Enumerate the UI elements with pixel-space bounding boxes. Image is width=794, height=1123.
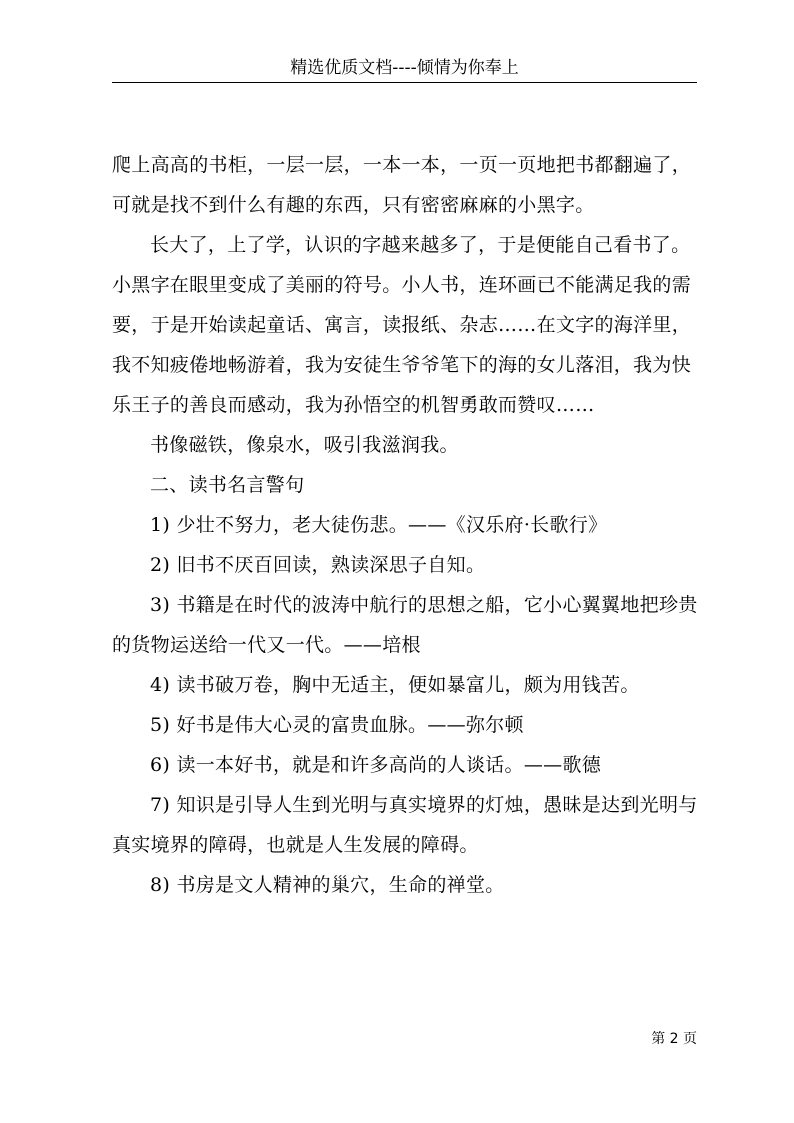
quote-item: 2) 旧书不厌百回读，熟读深思子自知。 — [150, 554, 486, 576]
quote-item: 8) 书房是文人精神的巢穴，生命的禅堂。 — [150, 874, 505, 896]
document-header: 精选优质文档----倾情为你奉上 — [112, 56, 697, 83]
paragraph: 书像磁铁，像泉水，吸引我滋润我。 — [150, 434, 459, 456]
quote-item: 3) 书籍是在时代的波涛中航行的思想之船，它小心翼翼地把珍贵的货物运送给一代又一代。——培根 — [112, 594, 698, 656]
quote-item: 7) 知识是引导人生到光明与真实境界的灯烛，愚昧是达到光明与真实境界的障碍，也就是人生发展的障碍。 — [112, 794, 698, 856]
quote-item: 5) 好书是伟大心灵的富贵血脉。——弥尔顿 — [150, 714, 524, 736]
section-heading: 二、读书名言警句 — [150, 474, 305, 496]
paragraph: 爬上高高的书柜，一层一层，一本一本，一页一页地把书都翻遍了，可就是找不到什么有趣的东西，只有密密麻麻的小黑字。 — [112, 154, 692, 216]
quote-item: 4) 读书破万卷，胸中无适主，便如暴富儿，颇为用钱苦。 — [150, 674, 640, 696]
document-body — [112, 145, 702, 905]
page-number: 第 2 页 — [651, 1031, 697, 1047]
quote-item: 6) 读一本好书，就是和许多高尚的人谈话。——歌德 — [150, 754, 602, 776]
paragraph: 长大了，上了学，认识的字越来越多了，于是便能自己看书了。小黑字在眼里变成了美丽的符号。小人书，连环画已不能满足我的需要，于是开始读起童话、寓言，读报纸、杂志……在文字的海洋里，我不知疲倦地畅游着，我为安徒生爷爷笔下的海的女儿落泪，我为快乐王子的善良而感动，我为孙悟空的机智勇敢而赞叹…… — [112, 234, 692, 416]
quote-item: 1) 少壮不努力，老大徒伤悲。——《汉乐府·长歌行》 — [150, 514, 608, 536]
